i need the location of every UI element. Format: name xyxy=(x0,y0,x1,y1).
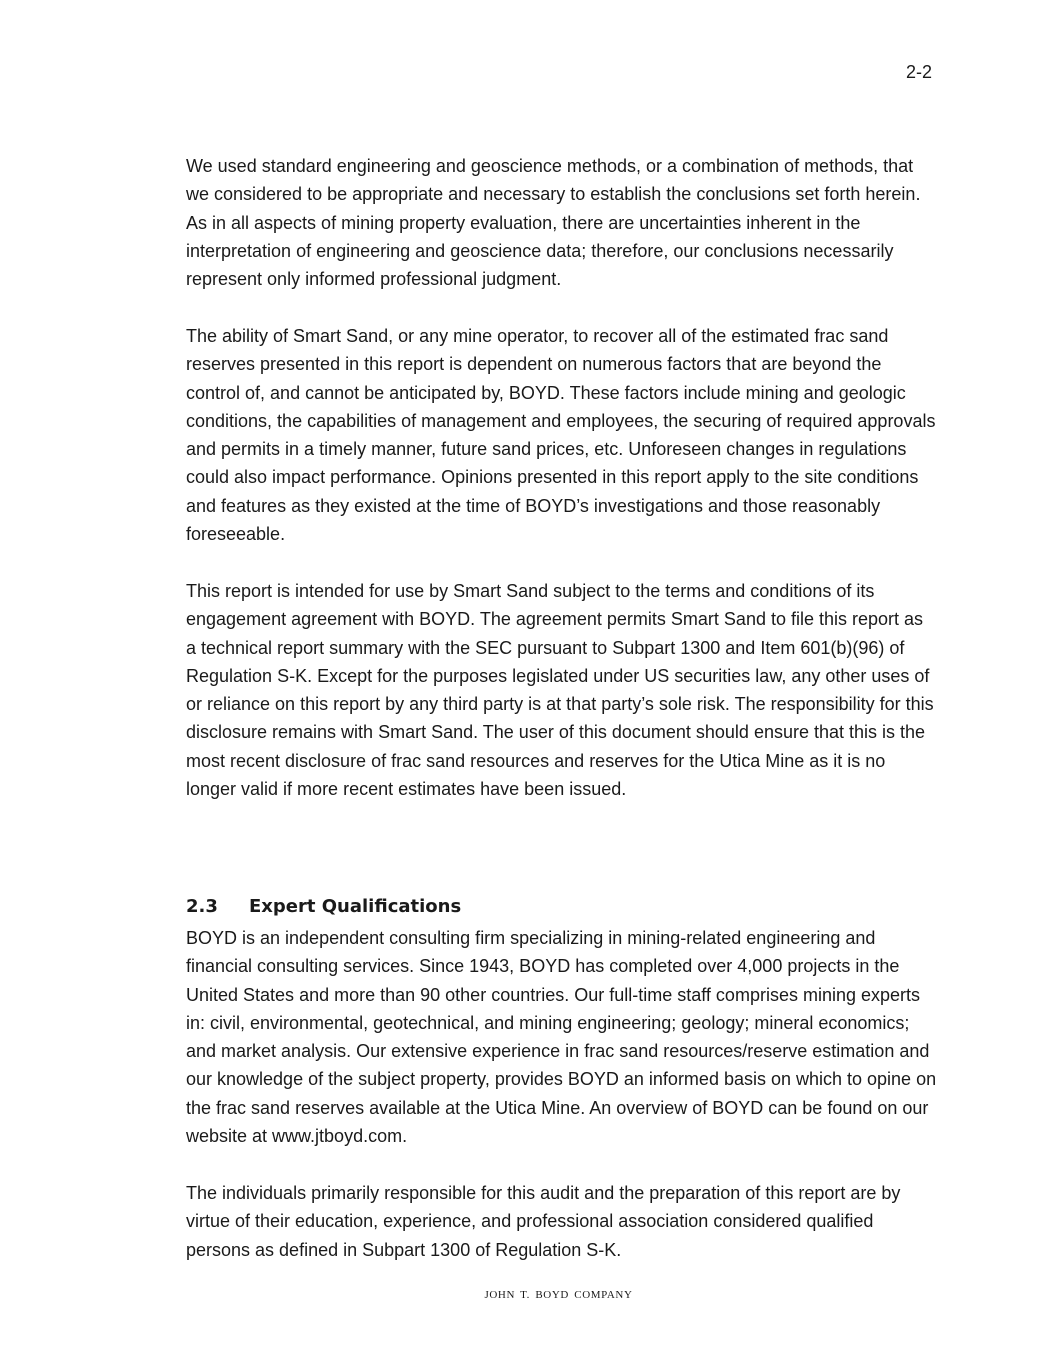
section-title: Expert Qualifications xyxy=(249,896,462,917)
paragraph-methods: We used standard engineering and geoscience methods, or a combination of methods, that we considered to be appropriate and necessary to establish the conclusions set forth herein. As in all aspects of mining property evaluation, there are uncertainties inherent in the interpretation of engineering and geoscience data; therefore, our conclusions necessarily represent only informed professional judgment. xyxy=(186,156,921,290)
paragraph-recovery-factors: The ability of Smart Sand, or any mine operator, to recover all of the estimated frac sand reserves presented in this report is dependent on numerous factors that are beyond the control of, and cannot be anticipated by, BOYD. These factors include mining and geologic conditions, the capabilities of management and employees, the securing of required approvals and permits in a timely manner, future sand prices, etc. Unforeseen changes in regulations could also impact performance. Opinions presented in this report apply to the site conditions and features as they existed at the time of BOYD’s investigations and those reasonably foreseeable. xyxy=(186,326,936,545)
section-heading xyxy=(186,893,461,921)
paragraph-boyd-overview: BOYD is an independent consulting firm specializing in mining-related engineering and financial consulting services. Since 1943, BOYD has completed over 4,000 projects in the United States and more than 90 other countries. Our full-time staff comprises mining experts in: civil, environmental, geotechnical, and mining engineering; geology; mineral economics; and market analysis. Our extensive experience in frac sand resources/reserve estimation and our knowledge of the subject property, provides BOYD an informed basis on which to opine on the frac sand reserves available at the Utica Mine. An overview of BOYD can be found on our website at www.jtboyd.com. xyxy=(186,928,937,1147)
paragraph-intended-use: This report is intended for use by Smart Sand subject to the terms and conditions of its engagement agreement with BOYD. The agreement permits Smart Sand to file this report as a technical report summary with the SEC pursuant to Subpart 1300 and Item 601(b)(96) of Regulation S-K. Except for the purposes legislated under US securities law, any other uses of or reliance on this report by any third party is at that party’s sole risk. The responsibility for this disclosure remains with Smart Sand. The user of this document should ensure that this is the most recent disclosure of frac sand resources and reserves for the Utica Mine as it is no longer valid if more recent estimates have been issued. xyxy=(186,581,934,800)
page-number: 2-2 xyxy=(905,62,932,82)
section-number: 2.3 xyxy=(186,896,218,917)
page-footer: JOHN T. BOYD COMPANY xyxy=(484,1289,633,1301)
paragraph-qualified-persons: The individuals primarily responsible for this audit and the preparation of this report are by virtue of their education, experience, and professional association considered qualified persons as defined in Subpart 1300 of Regulation S-K. xyxy=(186,1183,901,1260)
